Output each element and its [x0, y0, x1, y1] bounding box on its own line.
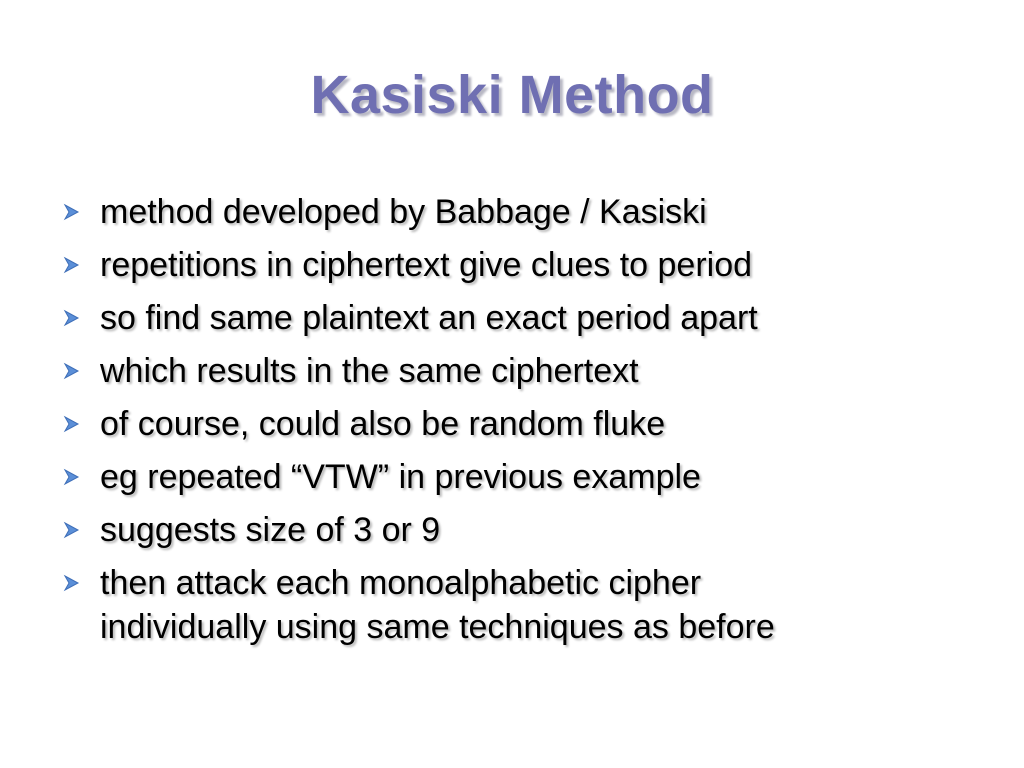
chevron-right-icon	[62, 455, 100, 499]
bullet-list	[62, 190, 982, 649]
bullet-item	[62, 561, 982, 649]
bullet-item	[62, 402, 982, 455]
bullet-item	[62, 243, 982, 296]
bullet-text: suggests size of 3 or 9	[100, 511, 441, 549]
bullet-text: method developed by Babbage / Kasiski	[100, 193, 707, 231]
chevron-right-icon	[62, 508, 100, 552]
bullet-item	[62, 455, 982, 508]
chevron-right-icon	[62, 561, 100, 605]
bullet-text: then attack each monoalphabetic cipher individually using same techniques as before	[100, 564, 775, 646]
bullet-item	[62, 508, 982, 561]
bullet-text: which results in the same ciphertext	[100, 352, 639, 390]
bullet-text: so find same plaintext an exact period apart	[100, 299, 758, 337]
chevron-right-icon	[62, 402, 100, 446]
chevron-right-icon	[62, 243, 100, 287]
bullet-text: repetitions in ciphertext give clues to period	[100, 246, 753, 284]
chevron-right-icon	[62, 349, 100, 393]
bullet-item	[62, 349, 982, 402]
bullet-item	[62, 296, 982, 349]
bullet-text: eg repeated “VTW” in previous example	[100, 458, 701, 496]
chevron-right-icon	[62, 296, 100, 340]
bullet-text: of course, could also be random fluke	[100, 405, 666, 443]
chevron-right-icon	[62, 190, 100, 234]
slide-title: Kasiski Method	[310, 65, 714, 125]
bullet-item	[62, 190, 982, 243]
